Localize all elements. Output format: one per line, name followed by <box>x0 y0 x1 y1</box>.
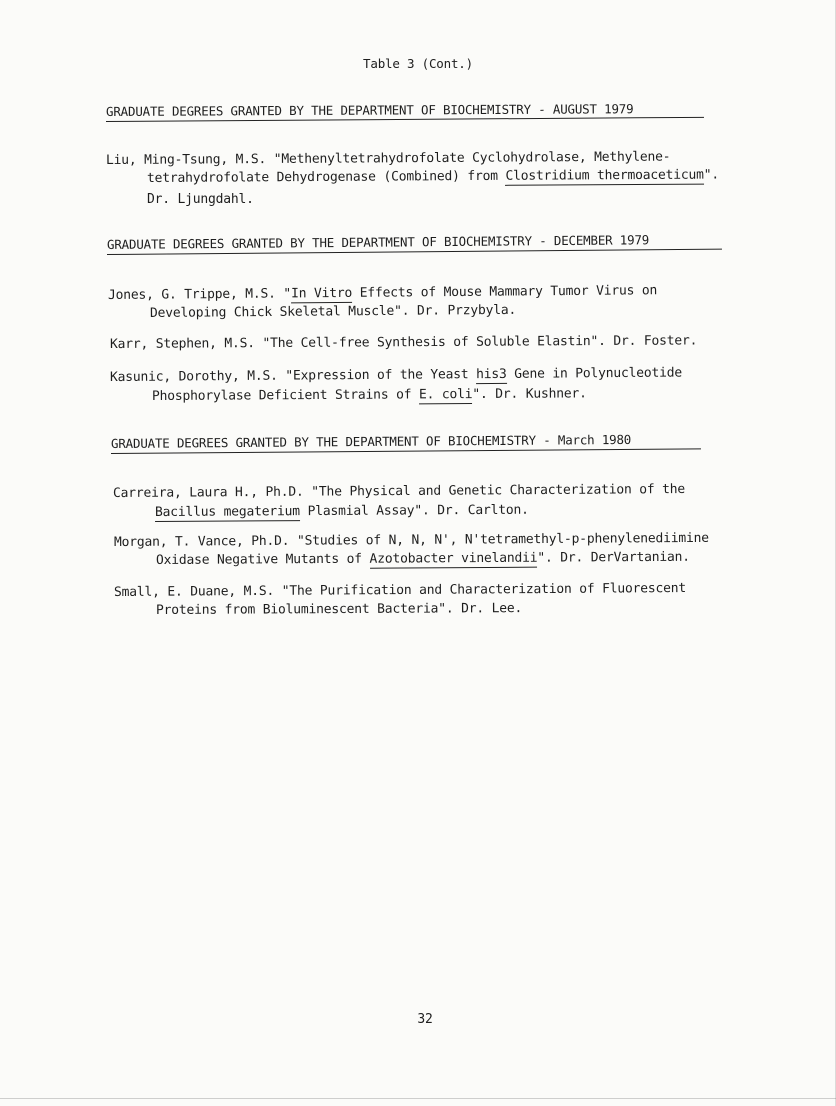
underlined-species: Bacillus megaterium <box>154 504 300 520</box>
section-heading-march-1980: GRADUATE DEGREES GRANTED BY THE DEPARTMENT OF BIOCHEMISTRY - March 1980 <box>110 431 632 451</box>
entry-line: Developing Chick Skeletal Muscle". Dr. Przybyla. <box>149 302 517 321</box>
entry-line: Proteins from Bioluminescent Bacteria". Dr. Lee. <box>155 601 523 618</box>
underlined-species: E. coli <box>418 387 473 403</box>
underlined-species: Azotobacter vinelandii <box>369 550 538 567</box>
entry-line: Jones, G. Trippe, M.S. "In Vitro Effects of Mouse Mammary Tumor Virus on <box>107 283 658 303</box>
entry-line: Carreira, Laura H., Ph.D. "The Physical and Genetic Characterization of the <box>112 482 686 501</box>
section-heading-december-1979: GRADUATE DEGREES GRANTED BY THE DEPARTMENT OF BIOCHEMISTRY - DECEMBER 1979 <box>106 232 650 252</box>
underlined-species: Clostridium thermoaceticum <box>505 167 704 184</box>
entry-line: Morgan, T. Vance, Ph.D. "Studies of N, N, N', N'tetramethyl-p-phenylenediimine <box>113 530 709 550</box>
entry-line: tetrahydrofolate Dehydrogenase (Combined) from Clostridium thermoaceticum". <box>146 167 720 186</box>
table-title: Table 3 (Cont.) <box>363 56 473 71</box>
scan-edge-line <box>0 1098 836 1099</box>
entry-line: Liu, Ming-Tsung, M.S. "Methenyltetrahydrofolate Cyclohydrolase, Methylene- <box>105 149 671 168</box>
underlined-gene: his3 <box>476 366 507 383</box>
entry-line: Bacillus megaterium Plasmial Assay". Dr. Carlton. <box>154 502 529 520</box>
section-heading-august-1979: GRADUATE DEGREES GRANTED BY THE DEPARTMENT OF BIOCHEMISTRY - AUGUST 1979 <box>105 101 634 119</box>
entry-line: Small, E. Duane, M.S. "The Purification and Characterization of Fluorescent <box>113 581 687 600</box>
entry-line: Phosphorylase Deficient Strains of E. coli". Dr. Kushner. <box>151 386 587 404</box>
underlined-term: In Vitro <box>290 285 353 302</box>
entry-line: Oxidase Negative Mutants of Azotobacter vinelandii". Dr. DerVartanian. <box>155 549 690 568</box>
entry-line: Dr. Ljungdahl. <box>147 192 254 207</box>
entry-line: Kasunic, Dorothy, M.S. "Expression of the Yeast his3 Gene in Polynucleotide <box>109 365 683 385</box>
entry-line: Karr, Stephen, M.S. "The Cell-free Synthesis of Soluble Elastin". Dr. Foster. <box>109 333 698 352</box>
page-number: 32 <box>417 1012 433 1027</box>
